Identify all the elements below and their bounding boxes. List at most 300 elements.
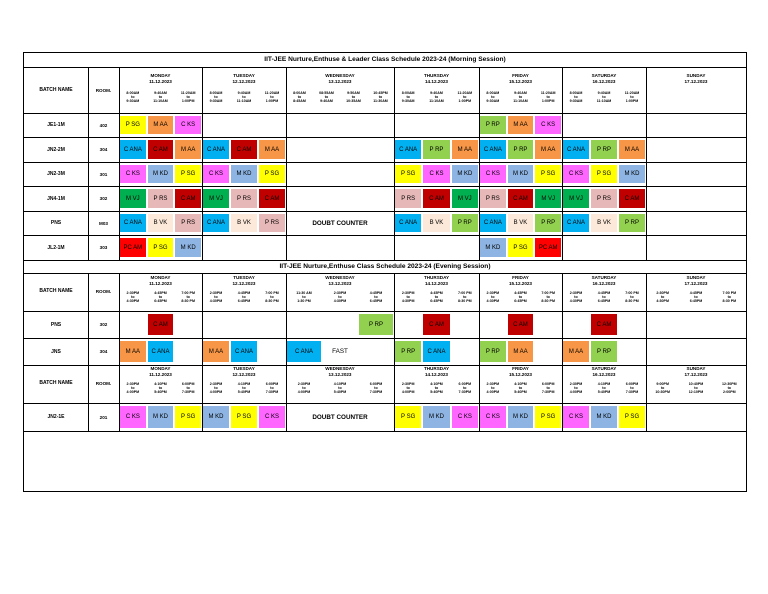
subject-cell[interactable]: M KD <box>231 165 257 183</box>
subject-cell[interactable]: B VK <box>423 214 449 232</box>
subject-cell[interactable]: P SG <box>535 406 561 428</box>
subject-cell[interactable]: C AM <box>508 314 534 335</box>
time-part: to <box>434 95 439 99</box>
room-header: ROOM. <box>95 87 112 93</box>
time-part: to <box>186 386 190 390</box>
time-part: 4:00PM <box>209 390 223 394</box>
day-name: FRIDAY <box>512 275 529 280</box>
time-part: 11:10AM <box>236 99 252 103</box>
subject-cell[interactable]: P RP <box>480 116 506 134</box>
time-part: to <box>338 295 342 299</box>
day-date: 11.12.2023 <box>149 372 172 377</box>
subject-cell[interactable]: M KD <box>423 406 449 428</box>
room-number: 402 <box>99 122 108 128</box>
time-part: to <box>131 95 135 99</box>
subject-cell[interactable]: P RP <box>508 140 534 159</box>
time-part: 6:45PM <box>514 299 527 303</box>
subject-cell[interactable]: C AM <box>175 189 201 208</box>
time-part: 1:30 PM <box>297 299 311 303</box>
time-part: 4:30PM <box>486 299 500 303</box>
time-part: to <box>546 386 550 390</box>
time-part: 5:40PM <box>597 390 611 394</box>
doubt-counter: DOUBT COUNTER <box>312 219 368 227</box>
subject-cell[interactable]: P SG <box>231 406 257 428</box>
day-date: 12.12.2023 <box>232 79 256 84</box>
time-part: to <box>491 295 495 299</box>
subject-cell[interactable]: P SG <box>535 165 561 183</box>
time-slot <box>713 291 746 307</box>
time-part: 11:30AM <box>373 99 388 103</box>
subject-cell[interactable]: M VJ <box>535 189 561 208</box>
subject-cell[interactable]: PC AM <box>120 238 146 257</box>
time-part: 7:00 PM <box>541 291 555 295</box>
subject-cell[interactable]: C AM <box>619 189 645 208</box>
time-part: 1:00PM <box>625 99 639 103</box>
time-slot <box>230 291 258 307</box>
subject-cell[interactable]: M KD <box>591 406 617 428</box>
day-name: THURSDAY <box>423 73 450 78</box>
time-part: 4:10PM <box>430 382 443 386</box>
subject-cell[interactable]: B VK <box>148 214 174 232</box>
subject-cell[interactable]: M KD <box>148 406 174 428</box>
time-part: to <box>518 386 523 390</box>
time-part: 1:00PM <box>458 99 472 103</box>
subject-cell[interactable]: P SG <box>395 406 421 428</box>
time-part: 6:00PM <box>265 382 279 386</box>
time-part: to <box>434 386 439 390</box>
divider <box>24 162 746 163</box>
time-part: 1:00PM <box>541 99 555 103</box>
subject-cell[interactable]: C ANA <box>203 214 229 232</box>
subject-cell[interactable]: P SG <box>148 238 174 257</box>
subject-cell[interactable]: B VK <box>508 214 534 232</box>
time-part: 11:20AM <box>540 91 556 95</box>
time-part: 9:30AM <box>126 99 140 103</box>
time-part: to <box>374 295 378 299</box>
time-part: 4:10PM <box>237 382 251 386</box>
subject-cell[interactable]: C KS <box>120 165 146 183</box>
subject-cell[interactable]: M AA <box>452 140 478 159</box>
subject-cell[interactable]: P RS <box>591 189 617 208</box>
subject-cell[interactable]: C ANA <box>480 140 506 159</box>
day-date: 16.12.2023 <box>592 372 616 377</box>
subject-cell[interactable]: C AM <box>423 189 449 208</box>
subject-cell[interactable]: P SG <box>175 165 201 183</box>
subject-cell[interactable]: P RP <box>423 140 449 159</box>
divider <box>24 235 746 236</box>
time-part: to <box>434 295 439 299</box>
batch-name: JN2-3M <box>47 171 65 177</box>
batch-name: PNS <box>50 220 62 226</box>
time-part: 2:30PM <box>333 291 347 295</box>
time-part: 9:40AM <box>597 91 611 95</box>
time-slot <box>286 382 322 398</box>
divider <box>24 186 746 187</box>
subject-cell[interactable]: M KD <box>203 406 229 428</box>
time-part: 9:30AM <box>401 99 415 103</box>
time-slot <box>202 91 230 107</box>
time-part: to <box>660 295 665 299</box>
subject-cell[interactable]: M AA <box>259 140 285 159</box>
day-name: TUESDAY <box>233 275 255 280</box>
subject-cell[interactable]: M KD <box>175 238 201 257</box>
schedule-sheet <box>23 52 747 492</box>
subject-cell[interactable]: P RP <box>480 341 506 362</box>
subject-cell[interactable]: C KS <box>563 406 589 428</box>
subject-cell[interactable]: P SG <box>395 165 421 183</box>
grid-line <box>88 67 89 260</box>
subject-cell[interactable]: C KS <box>259 406 285 428</box>
subject-cell[interactable]: C AM <box>148 140 174 159</box>
time-part: 2:30PM <box>569 291 583 295</box>
time-part: to <box>378 95 383 99</box>
time-slot <box>451 291 479 307</box>
subject-cell[interactable]: P RP <box>591 140 617 159</box>
subject-cell[interactable]: C AM <box>148 314 174 335</box>
day-date: 13.12.2023 <box>328 372 352 377</box>
evening-title: IIT-JEE Nurture,Enthuse Class Schedule 2023-24 (Evening Session) <box>279 263 491 270</box>
subject-cell[interactable]: C KS <box>563 165 589 183</box>
subject-cell[interactable]: P SG <box>175 406 201 428</box>
time-part: to <box>158 95 163 99</box>
time-part: 2:30PM <box>126 382 140 386</box>
room-number: 301 <box>99 171 108 177</box>
subject-cell[interactable]: M VJ <box>563 189 589 208</box>
time-slot <box>479 382 507 398</box>
day-date: 15.12.2023 <box>509 281 532 286</box>
subject-cell[interactable]: C AM <box>259 189 285 208</box>
time-part: 12:10PM <box>688 390 704 394</box>
subject-cell[interactable]: C ANA <box>395 214 421 232</box>
day-date: 15.12.2023 <box>509 372 532 377</box>
time-part: to <box>406 295 410 299</box>
time-slot <box>507 91 535 107</box>
day-name: MONDAY <box>150 73 171 78</box>
day-name: SUNDAY <box>686 275 706 280</box>
time-slot <box>340 91 367 107</box>
time-part: 4:45PM <box>154 291 167 295</box>
subject-cell[interactable]: M AA <box>535 140 561 159</box>
subject-cell[interactable]: B VK <box>231 214 257 232</box>
time-part: 6:45PM <box>237 299 251 303</box>
room-number: 302 <box>99 322 108 327</box>
divider <box>24 431 746 432</box>
subject-cell[interactable]: P RP <box>359 314 393 335</box>
subject-cell[interactable]: P RP <box>452 214 478 232</box>
subject-cell[interactable]: M VJ <box>203 189 229 208</box>
subject-cell[interactable]: C AM <box>591 314 617 335</box>
batch-header: BATCH NAME <box>39 380 73 386</box>
time-slot <box>119 91 147 107</box>
subject-cell[interactable]: C ANA <box>287 341 321 362</box>
subject-cell[interactable]: B VK <box>591 214 617 232</box>
time-part: 2:30PM <box>569 382 583 386</box>
time-slot <box>451 382 479 398</box>
subject-cell[interactable]: P SG <box>591 165 617 183</box>
subject-cell[interactable]: C ANA <box>231 341 257 362</box>
day-date: 12.12.2023 <box>232 372 256 377</box>
subject-cell[interactable]: C ANA <box>423 341 449 362</box>
subject-cell[interactable]: C ANA <box>563 140 589 159</box>
subject-cell[interactable]: C KS <box>120 406 146 428</box>
time-part: 4:30PM <box>401 299 415 303</box>
time-part: 8:00AM <box>209 91 223 95</box>
time-part: 8:30 PM <box>265 299 279 303</box>
day-name: WEDNESDAY <box>325 275 355 280</box>
time-part: 7:00 PM <box>265 291 279 295</box>
grid-line <box>202 67 203 260</box>
time-slot <box>394 291 422 307</box>
time-part: 2:30PM <box>401 382 415 386</box>
time-part: 5:40PM <box>154 390 167 394</box>
subject-cell[interactable]: C AM <box>423 314 449 335</box>
time-part: 5:40PM <box>430 390 443 394</box>
time-part: 7:30PM <box>369 390 383 394</box>
time-part: 10:30PM <box>655 390 670 394</box>
time-slot <box>562 382 590 398</box>
time-slot <box>618 91 646 107</box>
time-part: to <box>518 95 523 99</box>
time-part: 4:10PM <box>333 382 347 386</box>
subject-cell[interactable]: C ANA <box>480 214 506 232</box>
time-part: 4:30PM <box>656 299 669 303</box>
time-part: to <box>630 95 634 99</box>
subject-cell[interactable]: M AA <box>175 140 201 159</box>
subject-cell[interactable]: M AA <box>508 116 534 134</box>
time-slot <box>590 382 618 398</box>
subject-cell[interactable]: M KD <box>480 238 506 257</box>
time-slot <box>534 382 562 398</box>
time-part: to <box>131 386 135 390</box>
time-slot <box>679 382 712 398</box>
time-part: 11:20AM <box>457 91 473 95</box>
subject-cell[interactable]: C ANA <box>120 214 146 232</box>
subject-cell[interactable]: P RP <box>395 341 421 362</box>
time-part: 4:30PM <box>333 299 347 303</box>
subject-cell[interactable]: M VJ <box>452 189 478 208</box>
time-slot <box>367 91 394 107</box>
time-part: 7:00 PM <box>722 291 737 295</box>
time-part: 2:30PM <box>209 291 223 295</box>
time-part: to <box>214 95 218 99</box>
time-part: to <box>158 295 163 299</box>
subject-cell[interactable]: P RP <box>619 214 645 232</box>
subject-cell[interactable]: C KS <box>452 406 478 428</box>
grid-line <box>394 273 395 431</box>
subject-cell[interactable]: C AM <box>231 140 257 159</box>
time-part: 4:45PM <box>514 291 527 295</box>
subject-cell[interactable]: P SG <box>120 116 146 134</box>
subject-cell[interactable]: P SG <box>619 406 645 428</box>
time-part: 08:55AM <box>319 91 334 95</box>
time-slot <box>618 291 646 307</box>
time-slot <box>230 382 258 398</box>
grid-line <box>479 273 480 431</box>
subject-cell[interactable]: P RS <box>259 214 285 232</box>
subject-cell[interactable]: C ANA <box>563 214 589 232</box>
time-slot <box>286 91 313 107</box>
time-part: to <box>214 295 218 299</box>
time-part: to <box>602 386 606 390</box>
subject-cell[interactable]: P RS <box>231 189 257 208</box>
time-part: 1:00PM <box>265 99 279 103</box>
subject-cell[interactable]: P RP <box>535 214 561 232</box>
subject-cell[interactable]: C KS <box>203 165 229 183</box>
grid-line <box>202 273 203 431</box>
time-slot <box>534 291 562 307</box>
time-part: 7:30PM <box>265 390 279 394</box>
batch-header: BATCH NAME <box>39 87 73 93</box>
day-date: 14.12.2023 <box>425 281 448 286</box>
subject-cell[interactable]: P SG <box>259 165 285 183</box>
time-part: 6:00PM <box>541 382 555 386</box>
time-part: 1:00PM <box>181 99 195 103</box>
subject-cell[interactable]: C ANA <box>148 341 174 362</box>
time-part: 9:40AM <box>320 99 333 103</box>
divider <box>24 311 746 312</box>
subject-cell[interactable]: C AM <box>508 189 534 208</box>
time-slot <box>258 382 286 398</box>
time-part: 5:40PM <box>333 390 347 394</box>
time-part: 6:00PM <box>181 382 195 386</box>
time-part: 2:30PM <box>486 291 500 295</box>
time-slot <box>646 291 679 307</box>
subject-cell[interactable]: M AA <box>148 116 174 134</box>
time-part: to <box>463 95 467 99</box>
time-part: to <box>463 295 467 299</box>
time-slot <box>646 382 679 398</box>
time-part: to <box>186 95 190 99</box>
subject-cell[interactable]: P RS <box>175 214 201 232</box>
grid-line <box>562 67 563 260</box>
day-name: WEDNESDAY <box>325 366 355 371</box>
subject-cell[interactable]: M KD <box>452 165 478 183</box>
time-part: to <box>574 295 578 299</box>
subject-cell[interactable]: M KD <box>148 165 174 183</box>
subject-cell[interactable]: M AA <box>508 341 534 362</box>
time-part: 8:30 PM <box>625 299 639 303</box>
subject-cell[interactable]: C KS <box>480 406 506 428</box>
day-name: SUNDAY <box>686 366 706 371</box>
grid-line <box>286 67 287 260</box>
time-part: 4:45PM <box>237 291 251 295</box>
time-part: 9:40AM <box>237 91 251 95</box>
subject-cell[interactable]: P RP <box>591 341 617 362</box>
subject-cell[interactable]: C KS <box>535 116 561 134</box>
subject-cell[interactable]: C ANA <box>120 140 146 159</box>
time-part: 8:30 PM <box>181 299 195 303</box>
time-part: 9:40AM <box>430 91 443 95</box>
time-slot <box>562 291 590 307</box>
time-part: 4:10PM <box>154 382 167 386</box>
subject-cell[interactable]: C ANA <box>395 140 421 159</box>
time-part: 8:00AM <box>293 91 306 95</box>
subject-cell[interactable]: P RS <box>480 189 506 208</box>
time-part: 6:00PM <box>458 382 472 386</box>
subject-cell[interactable]: C ANA <box>203 140 229 159</box>
subject-cell[interactable]: M AA <box>563 341 589 362</box>
time-part: 4:00PM <box>486 390 500 394</box>
time-part: 11:30 AM <box>296 291 312 295</box>
subject-cell[interactable]: M KD <box>619 165 645 183</box>
time-slot <box>422 382 450 398</box>
subject-cell[interactable]: C KS <box>423 165 449 183</box>
divider <box>24 273 746 274</box>
time-part: to <box>374 386 378 390</box>
batch-name: JL2-1M <box>47 244 65 251</box>
time-part: 8:00AM <box>569 91 583 95</box>
subject-cell[interactable]: M KD <box>508 165 534 183</box>
time-part: to <box>406 95 410 99</box>
time-part: to <box>302 295 306 299</box>
time-part: 9:40AM <box>154 91 167 95</box>
time-slot <box>322 291 358 307</box>
day-name: WEDNESDAY <box>325 73 355 78</box>
day-date: 16.12.2023 <box>592 281 616 286</box>
grid-line <box>119 67 120 260</box>
grid-line <box>562 273 563 431</box>
time-slot <box>590 91 618 107</box>
room-number: 302 <box>99 196 108 201</box>
room-header: ROOM. <box>95 288 112 294</box>
subject-cell[interactable]: M AA <box>120 341 146 362</box>
time-slot <box>590 291 618 307</box>
subject-cell[interactable]: M AA <box>203 341 229 362</box>
room-number: M03 <box>99 220 108 226</box>
time-slot <box>258 291 286 307</box>
time-part: 7:00 PM <box>625 291 639 295</box>
grid-line <box>88 273 89 431</box>
subject-cell[interactable]: M AA <box>619 140 645 159</box>
time-part: 4:30PM <box>209 299 223 303</box>
subject-cell[interactable]: C KS <box>480 165 506 183</box>
morning-title: IIT-JEE Nurture,Enthuse & Leader Class Schedule 2023-24 (Morning Session) <box>264 56 506 63</box>
time-part: to <box>660 386 665 390</box>
time-part: to <box>270 386 274 390</box>
time-part: 2:30PM <box>401 291 415 295</box>
time-part: to <box>491 95 495 99</box>
subject-cell[interactable]: M VJ <box>120 189 146 208</box>
time-part: 7:30PM <box>625 390 639 394</box>
time-slot <box>147 91 175 107</box>
time-part: to <box>518 295 523 299</box>
time-part: 4:10PM <box>514 382 527 386</box>
day-name: SATURDAY <box>591 275 617 280</box>
subject-cell[interactable]: M KD <box>508 406 534 428</box>
subject-cell[interactable]: P SG <box>508 238 534 257</box>
time-part: 2:30PM <box>486 382 500 386</box>
time-slot <box>174 91 202 107</box>
time-part: 11:20AM <box>624 91 640 95</box>
time-part: to <box>546 95 550 99</box>
subject-cell[interactable]: P RS <box>395 189 421 208</box>
time-part: 4:45PM <box>689 291 703 295</box>
subject-cell[interactable]: C KS <box>175 116 201 134</box>
subject-cell[interactable]: P RS <box>148 189 174 208</box>
time-part: to <box>574 386 578 390</box>
time-part: 9:40AM <box>514 91 527 95</box>
time-part: to <box>351 95 356 99</box>
time-part: 2:30PM <box>297 382 311 386</box>
day-name: TUESDAY <box>233 366 255 371</box>
divider <box>24 260 746 261</box>
fast-label: FAST <box>332 348 348 355</box>
subject-cell[interactable]: PC AM <box>535 238 561 257</box>
time-part: 8:30 PM <box>541 299 555 303</box>
day-date: 17.12.2023 <box>684 281 708 286</box>
time-part: 8:30 PM <box>458 299 472 303</box>
room-number: 201 <box>99 414 108 420</box>
